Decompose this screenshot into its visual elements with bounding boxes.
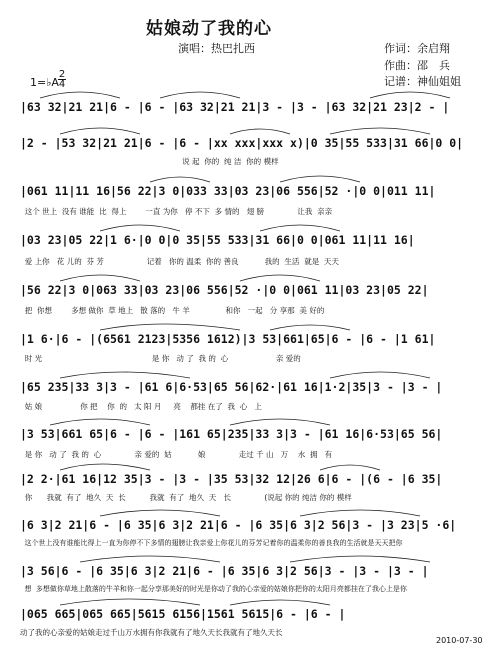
notation-line: |63 32|21 21|6 - |6 - |63 32|21 21|3 - |3 - |63 32|21 23|2 - | [20,100,450,114]
singer-credit: 演唱：热巴扎西 [178,42,255,55]
lyric-line: 是 你 动 了 我 的 心 亲 爱的 姑 娘 走过 千 山 万 水 拥 有 [20,450,333,459]
lyricist-credit: 作词：余启翔 [384,42,450,55]
slur-mark [230,129,290,134]
slur-mark [80,556,220,562]
meter-bottom: 4 [58,79,66,90]
lyric-line: 时 光 是 你 动 了 我 的 心 亲 爱的 [20,354,301,363]
notation-line: |6 3|2 21|6 - |6 35|6 3|2 21|6 - |6 35|6 3|2 56|3 - |3 23|5 ·6| [20,518,457,532]
lyric-line: 姑 娘 你 把 你 的 太 阳 月 亮 都挂 在了 我 心 上 [20,402,262,411]
slur-mark [60,372,190,378]
lyric-line: 说 起 你的 纯 洁 你的 模样 [20,157,279,166]
transcriber-credit: 记谱：神仙姐姐 [384,75,461,88]
slur-mark [240,275,320,281]
notation-line: |2 - |53 32|21 21|6 - |6 - |xx xxx|xxx x)|0 35|55 533|31 66|0 0| [20,136,464,150]
song-title: 姑娘动了我的心 [146,19,272,39]
lyric-line: 想 多想做你草地上散落的牛羊和你一起分享那美好的时光是你动了我的心亲爱的姑娘你把你的太阳月亮都挂在了我心上是你 [20,585,407,593]
notation-line: |56 22|3 0|063 33|03 23|06 556|52 ·|0 0|061 11|03 23|05 22| [20,283,429,297]
slur-mark [290,556,430,562]
slur-mark [300,510,420,516]
slur-mark [370,92,450,98]
lyric-line: 你 我就 有了 地久 天 长 我就 有了 地久 天 长 (说起 你的 纯洁 你的 模样 [20,493,352,502]
meter-top: 2 [58,69,66,80]
slur-mark [230,419,330,425]
slur-mark [160,92,240,98]
time-signature [58,70,66,89]
transcription-date: 2010-07-30 [436,636,483,645]
lyric-line: 把 你想 多想 做你 草 地上 散 落的 牛 羊 和你 一起 分 享那 美 好的 [20,306,325,315]
slur-mark [40,92,120,98]
slur-mark [320,465,380,470]
notation-line: |061 11|11 16|56 22|3 0|033 33|03 23|06 556|52 ·|0 0|011 11| [20,184,436,198]
notation-line: |03 23|05 22|1 6·|0 0|0 35|55 533|31 66|0 0|061 11|11 16| [20,233,415,247]
slur-mark [270,325,350,330]
slur-mark [280,176,360,182]
slur-mark [330,128,430,134]
lyric-line: 这个世上没有谁能比得上一直为你停不下多情的翅膀让我亲爱上你花儿的芬芳记着你的温柔你的善良我的生活就是天天把你 [20,539,403,547]
key-signature: 1=♭A [30,76,59,89]
slur-mark [150,177,210,182]
slur-mark [60,128,140,134]
lyric-line: 这个 世上 没有 谁能 比 得上 一直 为你 停 不下 多 情的 翅 膀 让我 亲亲 [20,207,333,216]
slur-mark [100,225,180,231]
notation-line: |065 665|065 665|5615 6156|1561 5615|6 - |6 - | [20,607,346,621]
notation-line: |1 6·|6 - |(6561 2123|5356 1612)|3 53|661|65|6 - |6 - |1 61| [20,332,436,346]
slur-mark [100,510,220,516]
composer-credit: 作曲：邵 兵 [384,59,450,72]
slur-mark [60,599,200,605]
notation-line: |65 235|33 3|3 - |61 6|6·53|65 56|62·|61 16|1·2|35|3 - |3 - | [20,380,443,394]
slur-mark [60,275,140,281]
slur-mark [260,225,340,231]
slur-mark [100,324,240,330]
closing-lyric-line: 动了我的心亲爱的姑娘走过千山万水拥有你我就有了地久天长我就有了地久天长 [20,628,283,637]
slur-mark [230,600,330,605]
notation-line: |3 56|6 - |6 35|6 3|2 21|6 - |6 35|6 3|2 56|3 - |3 - |3 - | [20,564,429,578]
slur-mark [330,372,430,378]
lyric-line: 爱 上你 花 儿的 芬 芳 记着 你的 温柔 你的 善良 我的 生活 就是 天天 [20,257,339,266]
slur-mark [60,464,150,470]
notation-line: |3 53|661 65|6 - |6 - |161 65|235|33 3|3 - |61 16|6·53|65 56| [20,427,443,441]
slur-mark [50,419,150,425]
notation-line: |2 2·|61 16|12 35|3 - |3 - |35 53|32 12|26 6|6 - |(6 - |6 35| [20,472,443,486]
